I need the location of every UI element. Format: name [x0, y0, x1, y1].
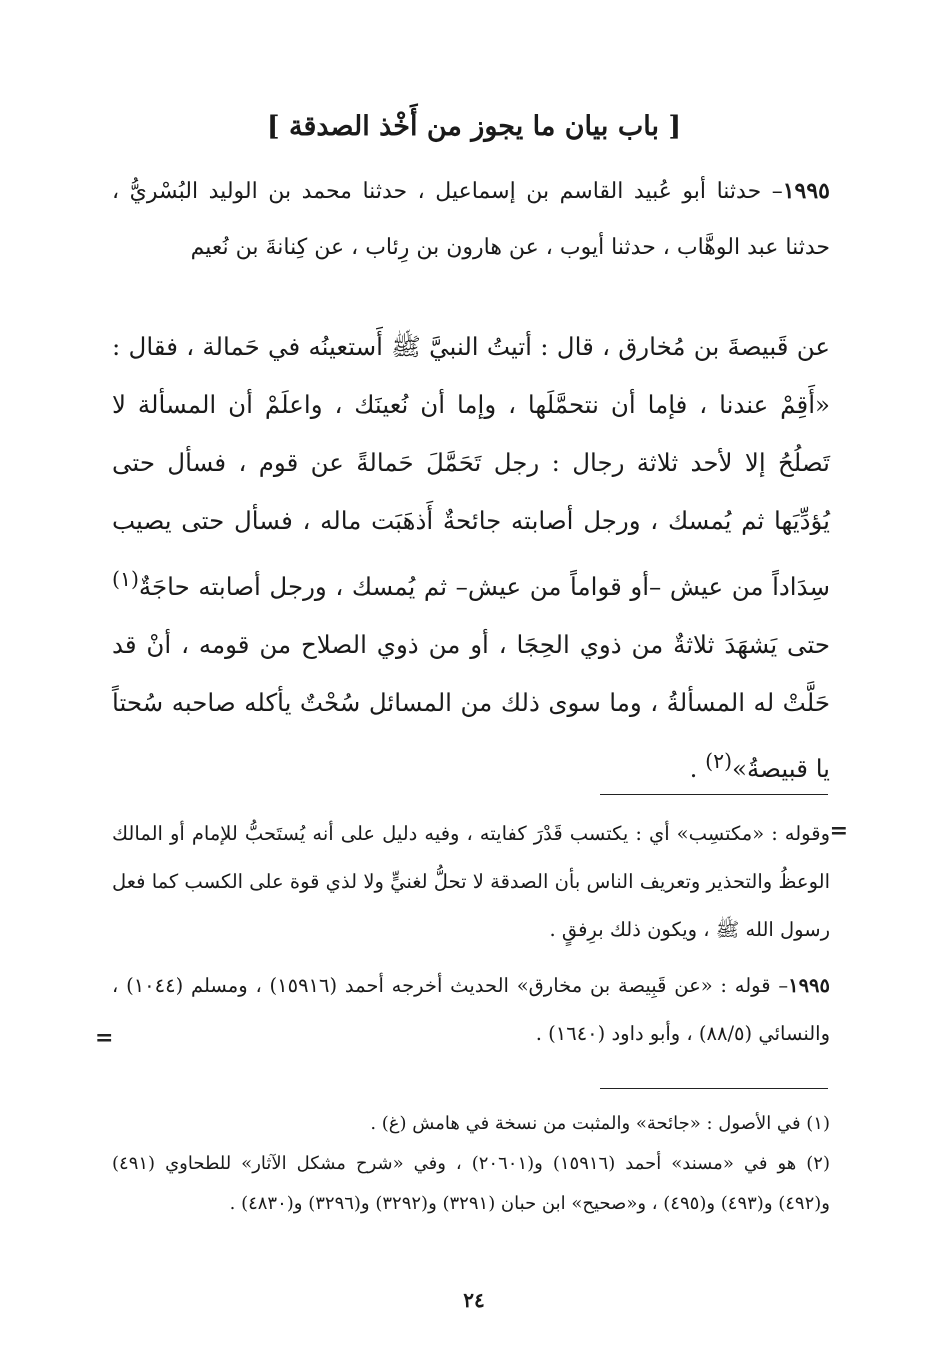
- commentary-previous-note: وقوله : «مكتسِب» أي : يكتسب قَدْرَ كفايته ، وفيه دليل على أنه يُستَحبُّ للإمام أو المالك الوعظُ والتحذير وتعريف الناس بأن الصدقة لا تحلُّ لغنيٍّ ولا لذي قوة على الكسب كما فعل رسول الله ﷺ ، ويكون ذلك برِفقٍ .: [112, 822, 830, 941]
- hadith-matn: [112, 318, 830, 798]
- commentary-note-text: – قوله : «عن قَبِيصة بن مخارق» الحديث أخرجه أحمد (١٥٩١٦) ، ومسلم (١٠٤٤) ، والنسائي (٨٨/٥) ، وأبو داود (١٦٤٠) .: [112, 974, 830, 1045]
- matn-end: .: [689, 754, 706, 784]
- continuation-mark-bottom: =: [95, 1025, 114, 1051]
- isnad-text: – حدثنا أبو عُبيد القاسم بن إسماعيل ، حدثنا محمد بن الوليد البُسْريُّ ، حدثنا عبد الوهَّاب ، حدثنا أيوب ، عن هارون بن رِئاب ، عن كِنانةَ بن نُعيم: [112, 179, 830, 260]
- separator-commentary: [600, 794, 828, 795]
- chapter-title: [ باب بيان ما يجوز من أَخْذ الصدقة ]: [266, 111, 682, 142]
- page-number: ٢٤: [463, 1288, 485, 1312]
- matn-continuation: حتى يَشهَدَ ثلاثةٌ من ذوي الحِجَا ، أو من ذوي الصلاح من قومه ، أنْ قد حَلَّتْ له المسألةُ ، وما سوى ذلك من المسائل سُحْتٌ يأكله صاحبه سُحتاً يا قبيصةُ»: [112, 630, 830, 784]
- hadith-isnad: [112, 163, 830, 276]
- commentary-note: [112, 962, 830, 1058]
- footnote-ref-2: (٢): [705, 749, 733, 774]
- footnote-2: (٢) هو في «مسند» أحمد (١٥٩١٦) و(٢٠٦٠١) ، وفي «شرح مشكل الآثار» للطحاوي (٤٩١) و(٤٩٢) و(٤٩٣) و(٤٩٥) ، و«صحيح» ابن حبان (٣٢٩١) و(٣٢٩٢) و(٣٢٩٦) و(٤٨٣٠) .: [112, 1153, 830, 1214]
- commentary-note-number: ١٩٩٥: [788, 974, 830, 997]
- footnote-ref-1: (١): [112, 567, 139, 591]
- footnote-1: (١) في الأصول : «جائحة» والمثبت من نسخة في هامش (غ) .: [370, 1113, 830, 1134]
- hadith-number: ١٩٩٥: [782, 178, 830, 204]
- matn-text: عن قَبيصةَ بن مُخارق ، قال : أتيتُ النبيَّ ﷺ أَستعينُه في حَمالة ، فقال : «أَقِمْ عندنا ، فإما أن نتحمَّلَها ، وإما أن نُعينَك ، واعلَمْ أن المسألة لا تَصلُحُ إلا لأحد ثلاثة رجال : رجل تَحَمَّلَ حَمالةً عن قوم ، فسأل حتى يُؤدِّيَها ثم يُمسك ، ورجل أصابته جائحةٌ أَذهَبَت ماله ، فسأل حتى يصيب سِدَاداً من عيش –أو قواماً من عيش– ثم يُمسك ، ورجل أصابته حاجَةٌ: [112, 332, 830, 602]
- continuation-mark-top: =: [829, 818, 848, 844]
- separator-footnotes: [600, 1088, 828, 1089]
